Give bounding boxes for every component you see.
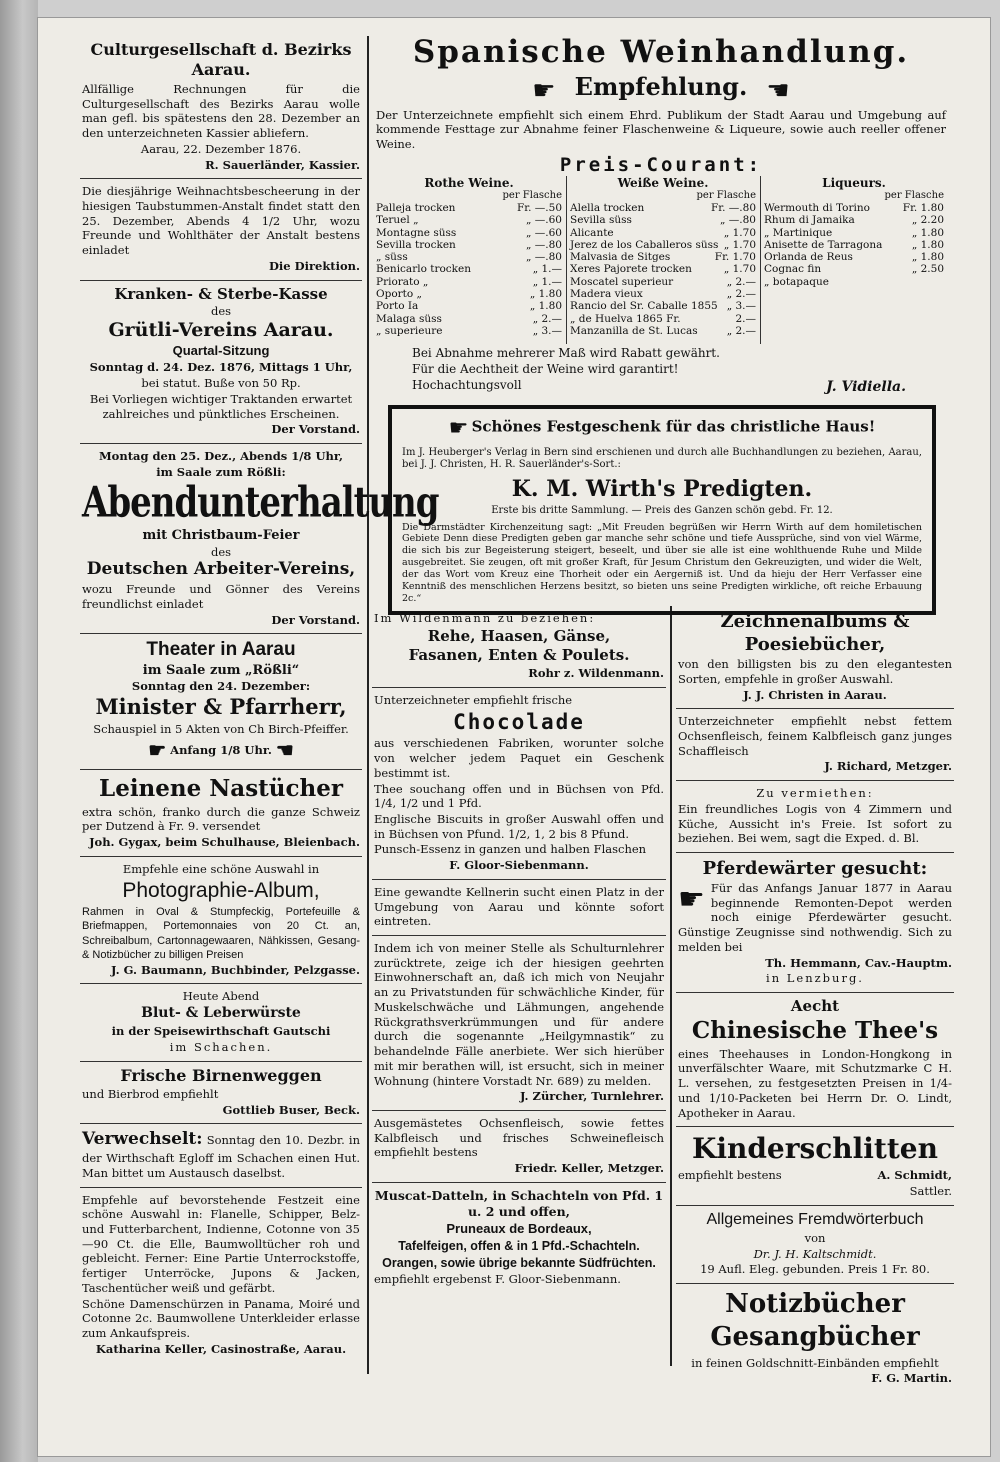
ad-kinderschlitten	[676, 1127, 954, 1205]
price-row	[764, 239, 944, 251]
ad-title: Spanische Weinhandlung.	[412, 34, 910, 70]
ad-body: eines Theehauses in London-Hongkong in unverfälschter Waare, mit Schutzmarke C H. L. versehen, zu festgesetzten Preisen in 1/4- und 1/10-Packeten bei Herrn Dr. O. Lindt, Apotheker in Aarau.	[678, 1046, 952, 1120]
ad-subtitle: Empfehlung.	[574, 72, 748, 101]
price-item: Oporto „	[376, 288, 422, 300]
ad-title: Theater in Aarau	[146, 639, 296, 661]
pointing-hand-icon: ☛	[448, 416, 469, 442]
ad-note: Bei Abnahme mehrerer Maß wird Rabatt gewährt.	[412, 346, 720, 361]
ad-des: des	[210, 544, 232, 559]
ad-signature: J. Zürcher, Turnlehrer.	[520, 1089, 664, 1104]
ad-spanische-weinhandlung	[372, 28, 950, 615]
price-row	[376, 227, 562, 239]
ad-title: Verwechselt:	[82, 1129, 203, 1150]
ad-title: Abendunterhaltung	[82, 478, 439, 529]
ad-body: Empfehle auf bevorstehende Festzeit eine schöne Auswahl in: Flanelle, Schipper, Belz- und Futterbarchent, Indienne, Cotonne von 35—90 Ct. die Elle, Baumwolltücher roh und gebleicht. Ferner: Eine Partie Unterrockstoffe, fertiger Unterröcke, Jupons & Jacken, Taschentücher weiß und gefärbt.	[82, 1192, 360, 1295]
price-item: Sevilla süss	[570, 214, 632, 227]
price-item: Manzanilla de St. Lucas	[570, 324, 698, 337]
ad-title-1: Notizbücher	[725, 1289, 905, 1320]
ad-book-title: K. M. Wirth's Predigten.	[511, 475, 813, 502]
column-right	[676, 606, 954, 1392]
ad-start: Anfang 1/8 Uhr.	[170, 742, 272, 757]
ad-title: Schönes Festgeschenk für das christliche Haus!	[471, 417, 876, 436]
ad-nastuecher	[80, 770, 362, 857]
price-row	[376, 202, 562, 214]
price-row	[570, 202, 756, 214]
price-value: „ 2.—	[726, 275, 756, 288]
ad-body: Bei Vorliegen wichtiger Traktanden erwartet zahlreiches und pünktliches Erscheinen.	[89, 391, 353, 421]
ad-signature: Friedr. Keller, Metzger.	[514, 1161, 664, 1176]
price-item: „ Martinique	[764, 226, 833, 239]
price-row	[376, 276, 562, 288]
price-item: Malaga süss	[376, 312, 442, 325]
ad-title: Allgemeines Fremdwörterbuch	[706, 1210, 924, 1228]
ad-body: Für das Anfangs Januar 1877 in Aarau beginnende Remonten-Depot werden noch einige Pferdewärter gesucht. Günstige Zeugnisse sind nothwendig. Sich zu melden bei	[678, 881, 952, 954]
ad-signature: Rohr z. Wildenmann.	[528, 666, 664, 681]
ad-closing: Hochachtungsvoll	[412, 377, 522, 392]
price-item: Anisette de Tarragona	[764, 238, 883, 251]
ad-when: Sonntag d. 24. Dez. 1876, Mittags 1 Uhr,	[89, 360, 353, 375]
price-value: „ —.60	[526, 214, 562, 227]
price-value: „ 1.70	[723, 263, 756, 276]
ad-body: Indem ich von meiner Stelle als Schulturnlehrer zurücktrete, zeige ich der hiesigen geehrten Einwohnerschaft an, daß ich mich von Neujahr an zu Privatstunden für schwächliche Kinder, für Muskelschwäche und Lähmungen, angehende Rückgrathsverkrümmungen und für andere durch die sogenannte „Heilgymnastik“ zu behandelnde Fälle anerbiete. Wer sich hierüber mit mir berathen will, ist ersucht, sich in meiner Wohnung (hintere Vorstadt Nr. 689) zu melden.	[374, 941, 664, 1088]
price-list-liqueurs	[764, 176, 944, 288]
price-item: „ superieure	[376, 324, 443, 337]
ad-theater	[80, 634, 362, 770]
ad-signature: Katharina Keller, Casinostraße, Aarau.	[95, 1341, 347, 1356]
pointing-hand-icon: ☚	[766, 75, 790, 106]
ad-body: Sonntag den 10. Dezbr. in der Wirthschaft Egloff im Schachen einen Hut. Man bittet um Austausch daselbst.	[82, 1133, 361, 1180]
ad-body: Ein freundliches Logis von 4 Zimmern und Küche, Aussicht in's Freie. Ist sofort zu beziehen. Bei wem, sagt die Exped. d. Bl.	[678, 801, 952, 846]
price-row	[764, 214, 944, 226]
price-row	[764, 227, 944, 239]
ad-signature: J. Richard, Metzger.	[824, 759, 952, 774]
ad-body: und Bierbrod empfiehlt	[82, 1086, 219, 1101]
price-list-unit: per Flasche	[884, 190, 944, 202]
ad-pre: Aecht	[790, 997, 840, 1016]
ad-signature: F. Gloor-Siebenmann.	[449, 858, 589, 873]
price-item: Xeres Pajorete trocken	[570, 263, 692, 276]
ad-body: extra schön, franko durch die ganze Schweiz per Dutzend à Fr. 9. versendet	[82, 804, 360, 834]
price-value: „ 1.—	[532, 263, 562, 276]
ad-culturgesellschaft	[80, 36, 362, 179]
ad-kellnerin	[372, 880, 666, 936]
price-value: „ 1.80	[911, 251, 944, 264]
column-middle	[372, 606, 666, 1293]
ad-where-2: im Schachen.	[169, 1039, 273, 1054]
ad-signature-2: in Lenzburg.	[766, 971, 864, 986]
ad-head: Im Wildenmann zu beziehen:	[374, 611, 596, 625]
ad-title: Frische Birnenweggen	[120, 1065, 322, 1085]
ad-title: Kranken- & Sterbe-Kasse	[114, 284, 328, 303]
price-value: „ 1.80	[529, 288, 562, 300]
ad-signature: Der Vorstand.	[271, 422, 360, 437]
price-value: „ 2.—	[532, 312, 562, 325]
ad-tea: Thee souchang offen und in Büchsen von Pfd. 1/4, 1/2 und 1 Pfd.	[374, 781, 664, 811]
price-row	[570, 288, 756, 300]
ad-subtitle: mit Christbaum-Feier	[142, 528, 300, 544]
price-row	[376, 313, 562, 325]
ad-org: Deutschen Arbeiter-Vereins,	[86, 559, 356, 580]
price-value: „ 2.—	[726, 324, 756, 337]
ad-signature-2: Sattler.	[909, 1183, 952, 1198]
ad-krankenkasse	[80, 281, 362, 444]
ad-signature: Der Vorstand.	[271, 612, 360, 627]
price-value: „ 3.—	[532, 324, 562, 337]
price-item: Rancio del Sr. Caballe 1855	[570, 300, 718, 313]
price-value: „ 2.50	[911, 263, 944, 276]
ad-body: Rahmen in Oval & Stumpfeckig, Portefeuille & Briefmappen, Portemonnaies von 20 Ct. an, Schreibalbum, Cartonnagewaaren, Nähkissen, Gesang- & Notizbücher zu billigen Preisen	[82, 906, 360, 961]
price-value: Fr. —.50	[516, 202, 562, 215]
pointing-hand-icon: ☛	[532, 75, 556, 106]
pointing-hand-icon: ☛	[148, 737, 167, 762]
price-item: Benicarlo trocken	[376, 263, 472, 276]
ad-title: Pferdewärter gesucht:	[702, 857, 928, 879]
ad-title: Zeichnenalbums & Poesiebücher,	[720, 611, 910, 656]
price-item: Teruel „	[376, 214, 419, 227]
price-item: Montagne süss	[376, 226, 457, 239]
ad-fremdwoerterbuch	[676, 1206, 954, 1285]
ad-punsch: Punsch-Essenz in ganzen und halben Flaschen	[374, 842, 647, 857]
ad-title-2: Gesangbücher	[710, 1322, 920, 1353]
price-item: „ botapaque	[764, 275, 829, 288]
ad-line-3: Tafelfeigen, offen & in 1 Pfd.-Schachteln.	[398, 1239, 640, 1254]
price-row	[376, 288, 562, 300]
price-item: Malvasia de Sitges	[570, 251, 671, 264]
price-row	[764, 276, 944, 288]
ad-title: Chinesische Thee's	[691, 1017, 939, 1045]
price-item: Wermouth di Torino	[764, 202, 870, 215]
ad-body: Unterzeichneter empfiehlt nebst fettem Ochsenfleisch, feinem Kalbfleisch ganz junges Schaffleisch	[678, 714, 952, 758]
ad-signature: R. Sauerländer, Kassier.	[205, 157, 360, 172]
price-value: Fr. —.80	[710, 202, 756, 215]
price-value: „ —.80	[526, 238, 562, 251]
ad-rule: bei statut. Buße von 50 Rp.	[141, 376, 301, 391]
price-row	[376, 251, 562, 263]
price-row	[570, 239, 756, 251]
ad-zuercher	[372, 936, 666, 1111]
column-rule-2	[670, 606, 672, 1366]
price-value: „ 3.—	[726, 300, 756, 313]
price-item: Madera vieux	[570, 288, 643, 300]
price-list-head: Liqueurs.	[822, 176, 886, 191]
ad-desc: Schauspiel in 5 Akten von Ch Birch-Pfeiffer.	[93, 721, 349, 736]
price-row	[570, 313, 756, 325]
price-item: Orlanda de Reus	[764, 251, 853, 264]
ad-head: Zu vermiethen:	[756, 786, 874, 801]
price-value: 2.—	[735, 312, 756, 325]
ad-des: des	[210, 303, 232, 318]
ad-body: Die diesjährige Weihnachtsbescheerung in der hiesigen Taubstummen-Anstalt findet statt den 25. Dezember, Abends 4 1/2 Uhr, wozu Freunde und Wohlthäter der Anstalt bestens einladet	[82, 184, 360, 258]
pointing-hand-icon: ☛	[678, 882, 705, 917]
ad-intro: Empfehle eine schöne Auswahl in	[122, 861, 320, 876]
price-row	[764, 263, 944, 275]
ad-photographie-album	[80, 857, 362, 985]
ad-body: von den billigsten bis zu den elegantesten Sorten, empfehle in großer Auswahl.	[678, 657, 952, 686]
price-value: „ 1.80	[529, 300, 562, 313]
price-value: „ 1.80	[911, 226, 944, 239]
price-row	[764, 251, 944, 263]
ad-body: wozu Freunde und Gönner des Vereins freundlichst einladet	[82, 582, 360, 611]
ad-body: Eine gewandte Kellnerin sucht einen Platz in der Umgebung von Aarau und könnte sofort eintreten.	[374, 884, 664, 929]
ad-biscuits: Englische Biscuits in großer Auswahl offen und in Büchsen von Pfund. 1/2, 1, 2 bis 8 Pfund.	[374, 812, 664, 841]
ad-body: in feinen Goldschnitt-Einbänden empfiehlt	[691, 1355, 939, 1370]
ad-signature: Th. Hemmann, Cav.-Hauptm.	[765, 955, 952, 970]
ad-katharina-keller	[80, 1188, 362, 1363]
ad-signature: F. G. Martin.	[871, 1371, 952, 1386]
price-row	[570, 325, 756, 337]
ad-line-4: Orangen, sowie übrige bekannte Südfrüchten.	[382, 1256, 656, 1271]
ad-author: Dr. J. H. Kaltschmidt.	[753, 1246, 877, 1261]
ad-line-1: Muscat-Datteln, in Schachteln von Pfd. 1 u. 2 und offen,	[374, 1187, 664, 1219]
price-value: „ 1.—	[532, 275, 562, 288]
price-list-red	[376, 176, 562, 337]
pointing-hand-icon: ☚	[275, 737, 294, 762]
ad-where: im Saale zum Rößli:	[156, 464, 286, 479]
ad-body: Ausgemästetes Ochsenfleisch, sowie fettes Kalbfleisch und frisches Schweinefleisch empfiehlt bestens	[374, 1115, 664, 1160]
ad-edition: 19 Aufl. Eleg. gebunden. Preis 1 Fr. 80.	[700, 1262, 930, 1277]
ad-title: Kinderschlitten	[692, 1132, 938, 1166]
price-list-title: Preis-Courant:	[559, 154, 763, 177]
price-item: „ süss	[376, 251, 408, 264]
price-value: „ 1.70	[723, 226, 756, 239]
ad-date: Aarau, 22. Dezember 1876.	[140, 141, 302, 156]
price-item: Porto Ia	[376, 300, 419, 313]
ad-wildenmann	[372, 606, 666, 688]
price-list-white	[570, 176, 756, 337]
price-row	[376, 214, 562, 226]
ad-signature: J. J. Christen in Aarau.	[743, 687, 887, 702]
price-value: „ —.60	[526, 226, 562, 239]
ad-birnenweggen	[80, 1062, 362, 1125]
price-list-head: Weiße Weine.	[617, 176, 709, 191]
price-list-unit: per Flasche	[696, 190, 756, 202]
price-row	[376, 325, 562, 337]
ad-signature: Gottlieb Buser, Beck.	[222, 1102, 360, 1117]
ad-line-2: Pruneaux de Bordeaux,	[446, 1220, 592, 1236]
price-row	[376, 239, 562, 251]
price-row	[570, 300, 756, 312]
ad-intro: Heute Abend	[182, 989, 260, 1004]
price-value: „ —.80	[526, 251, 562, 264]
price-row	[376, 263, 562, 275]
price-item: Moscatel superieur	[570, 275, 674, 288]
ad-signature: J. G. Baumann, Buchbinder, Pelzgasse.	[111, 962, 360, 977]
ad-org: Grütli-Vereins Aarau.	[108, 319, 334, 342]
ad-ochsenfleisch	[372, 1111, 666, 1183]
ad-title: Chocolade	[453, 709, 585, 734]
scan-edge	[0, 0, 38, 1462]
price-row	[570, 276, 756, 288]
price-list-head: Rothe Weine.	[424, 176, 514, 191]
ad-verwechselt	[80, 1124, 362, 1187]
price-item: Rhum di Jamaika	[764, 214, 855, 227]
price-item: Cognac fin	[764, 263, 822, 276]
ad-von: von	[804, 1230, 826, 1245]
ad-body: empfiehlt bestens	[678, 1168, 782, 1183]
ad-body: aus verschiedenen Fabriken, worunter solche von welcher jedem Paquet ein Geschenk bestimmt ist.	[374, 736, 664, 780]
ad-title: Leinene Nastücher	[99, 775, 343, 803]
ad-title: Photographie-Album,	[122, 878, 320, 902]
price-row	[570, 214, 756, 226]
ad-line-1: Rehe, Haasen, Gänse,	[427, 626, 611, 645]
price-value: „ 2.—	[726, 288, 756, 300]
price-item: Priorato „	[376, 275, 429, 288]
ad-title: Culturgesellschaft d. Bezirks Aarau.	[90, 40, 352, 80]
price-item: Alicante	[570, 226, 614, 239]
ad-chinesische-thee	[676, 993, 954, 1127]
ad-muscat-datteln	[372, 1183, 666, 1293]
price-value: „ 1.80	[911, 238, 944, 251]
price-list-unit: per Flasche	[502, 190, 562, 202]
price-row	[570, 227, 756, 239]
ad-line-2: Fasanen, Enten & Poulets.	[408, 645, 630, 664]
ad-when: Montag den 25. Dez., Abends 1/8 Uhr,	[98, 449, 344, 463]
price-item: Palleja trocken	[376, 202, 456, 215]
column-rule-1	[367, 36, 369, 1374]
ad-signature: A. Schmidt,	[877, 1168, 952, 1183]
ad-signature: Die Direktion.	[268, 258, 360, 273]
ad-intro: Im J. Heuberger's Verlag in Bern sind erschienen und durch alle Buchhandlungen zu beziehen, Aarau, bei J. J. Christen, H. R. Sauerländer's-Sort.:	[402, 446, 922, 471]
ad-weihnachtsbescheerung	[80, 179, 362, 280]
ad-subtitle: Quartal-Sitzung	[172, 342, 270, 358]
ad-logis	[676, 781, 954, 853]
price-item: „ de Huelva 1865 Fr.	[570, 312, 681, 325]
price-value: „ 1.70	[723, 238, 756, 251]
ad-play: Minister & Pfarrherr,	[95, 694, 347, 720]
ad-title: Blut- & Leberwürste	[141, 1005, 301, 1022]
ad-note-2: Für die Aechtheit der Weine wird garantirt!	[412, 361, 679, 376]
ad-notizbuecher	[676, 1284, 954, 1392]
ad-quote: Die Darmstädter Kirchenzeitung sagt: „Mit Freuden begrüßen wir Herrn Wirth auf dem homiletischen Gebiete Denn diese Predigten geben gar manche sehr schöne und tiefe Aussprüche, sind von viel Wärme, die sich bis zur Begeisterung steigert, beseelt, und über sie alle ist eine wohlthuende Ruhe und Milde ausgebreitet. Sie zeugen, oft mit großer Kraft, für Jesum Christum den Gekreuzigten, und wider die Welt, der das Wort vom Kreuz eine Thorheit oder ein Aergerniß ist. Und da hieju der Herr Verfasser eine Kenntniß des menschlichen Herzens besitzt, so bieten uns seine Predigten wirkliche, oft reiche Erbauung 2c.“	[402, 521, 922, 604]
ad-edition: Erste bis dritte Sammlung. — Preis des Ganzen schön gebd. Fr. 12.	[491, 505, 833, 517]
ad-body: Der Unterzeichnete empfiehlt sich einem Ehrd. Publikum der Stadt Aarau und Umgebung auf kommende Festtage zur Abnahme feiner Flaschenweine & Liqueure, sowie auch reeller offener Weine.	[376, 107, 946, 152]
ad-festgeschenk-box	[388, 405, 936, 615]
ad-where: im Saale zum „Rößli“	[142, 662, 300, 678]
price-item: Sevilla trocken	[376, 238, 456, 251]
price-row	[570, 263, 756, 275]
price-item: Jerez de los Caballeros süss	[570, 238, 719, 251]
price-row	[764, 202, 944, 214]
ad-chocolade	[372, 688, 666, 880]
price-row	[570, 251, 756, 263]
ad-richard	[676, 709, 954, 781]
price-item: Alella trocken	[570, 202, 645, 215]
ad-abendunterhaltung	[80, 444, 439, 634]
ad-body: Allfällige Rechnungen für die Culturgesellschaft des Bezirks Aarau wolle man gefl. bis spätestens den 28. Dezember an den unterzeichneten Kassier abliefern.	[82, 81, 360, 141]
price-value: Fr. 1.80	[902, 202, 944, 215]
ad-body-2: Schöne Damenschürzen in Panama, Moiré und Cotonne 2c. Baumwollene Unterkleider erlasse zum Ankaufspreis.	[82, 1296, 360, 1341]
price-value: Fr. 1.70	[714, 251, 756, 264]
ad-where: in der Speisewirthschaft Gautschi	[111, 1024, 331, 1039]
ad-pferdewaerter	[676, 853, 954, 993]
price-row	[376, 300, 562, 312]
ad-zeichnenalbums	[676, 606, 954, 709]
ad-intro: Unterzeichneter empfiehlt frische	[374, 692, 573, 707]
ad-when: Sonntag den 24. Dezember:	[131, 679, 311, 694]
ad-signature: Joh. Gygax, beim Schulhause, Bleienbach.	[89, 835, 360, 850]
ad-signature: empfiehlt ergebenst F. Gloor-Siebenmann.	[374, 1272, 621, 1287]
ad-blutwuerste	[80, 984, 362, 1061]
price-value: „ —.80	[720, 214, 756, 227]
ad-signature: J. Vidiella.	[826, 379, 906, 396]
price-value: „ 2.20	[911, 214, 944, 227]
